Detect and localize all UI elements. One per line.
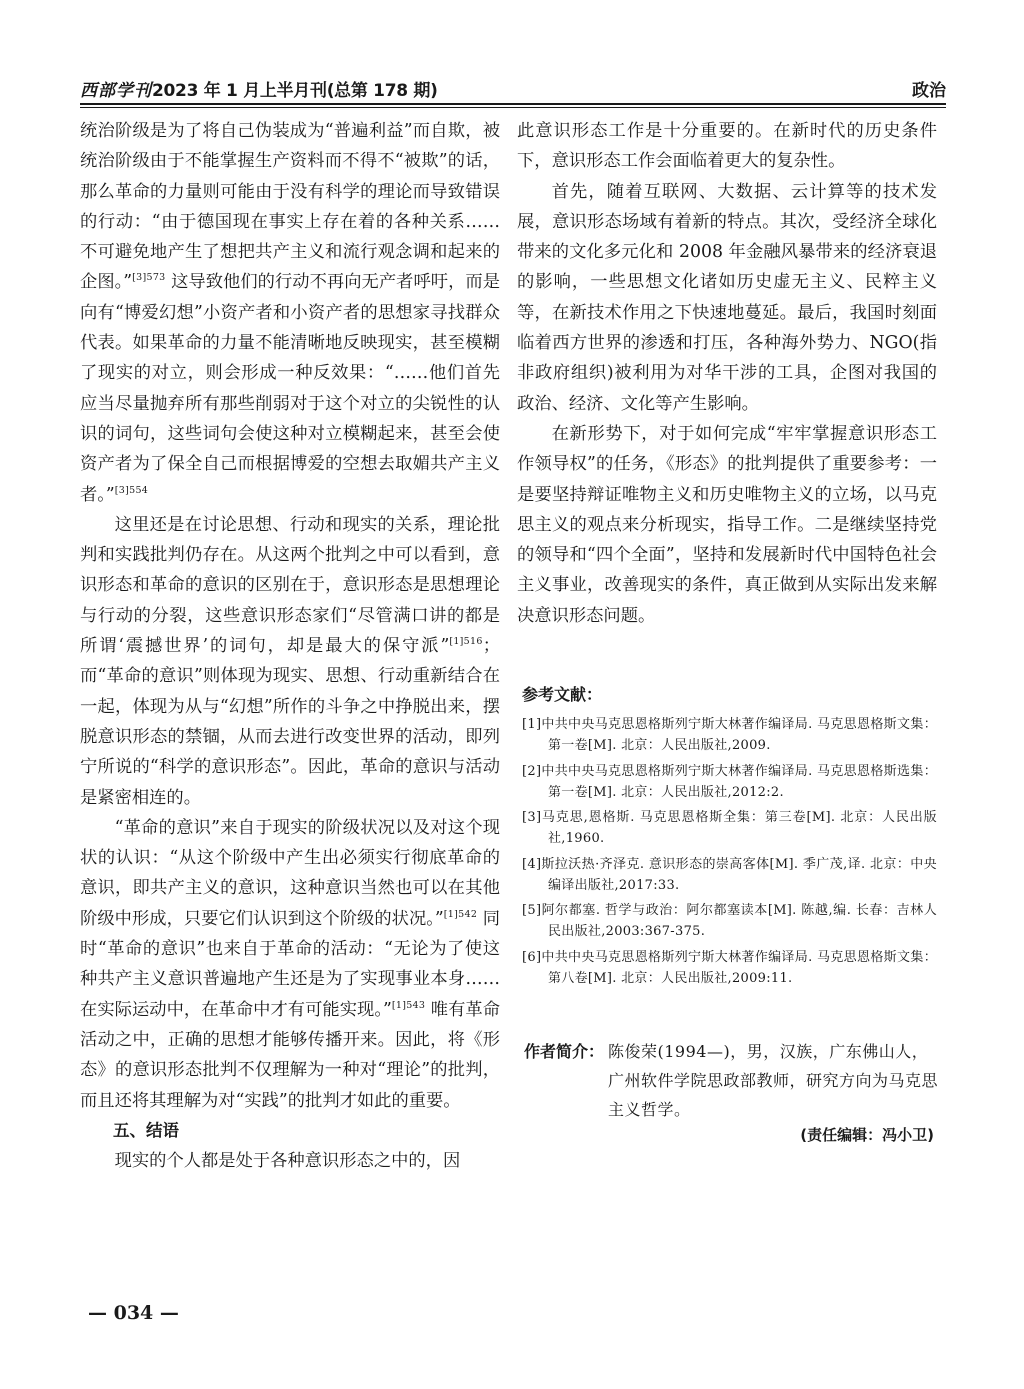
author-label: 作者简介： bbox=[524, 1042, 605, 1061]
paragraph: 首先，随着互联网、大数据、云计算等的技术发展，意识形态场域有着新的特点。其次，受经济全球化带来的文化多元化和 2008 年金融风暴带来的经济衰退的影响，一些思想文化诸如历史虚无主义、民粹主义等，在新技术作用之下快速地蔓延。最后，我国时刻面临着西方世界的渗透和打压，各种海外势力、NGO(指非政府组织)被利用为对华干涉的工具，企图对我国的政治、经济、文化等产生影响。 bbox=[517, 181, 937, 414]
section-heading: 五、结语 bbox=[113, 1120, 179, 1140]
header-rule bbox=[80, 103, 946, 105]
reference-item: [2]中共中央马克思恩格斯列宁斯大林著作编译局. 马克思恩格斯选集：第一卷[M]. 北京：人民出版社,2012:2. bbox=[522, 763, 937, 800]
reference-item: [5]阿尔都塞. 哲学与政治：阿尔都塞读本[M]. 陈越,编. 长春：吉林人民出版社,2003:367-375. bbox=[522, 903, 937, 940]
paragraph: 统治阶级是为了将自己伪装成为“普遍利益”而自欺，被统治阶级由于不能掌握生产资料而不得不“被欺”的话，那么革命的力量则可能由于没有科学的理论而导致错误的行动：“由于德国现在事实上存在着的各种关系……不可避免地产生了想把共产主义和流行观念调和起来的企图。”$^{[3]573}$ 这导致他们的行动不再向无产者呼吁，而是向有“博爱幻想”小资产者和小资产者的思想家寻找群众代表。如果革命的力量不能清晰地反映现实，甚至模糊了现实的对立，则会形成一种反效果：“……他们首先应当尽量抛弃所有那些削弱对于这个对立的尖锐性的认识的词句，这些词句会使这种对立模糊起来，甚至会使资产者为了保全自己而根据博爱的空想去取媚共产主义者。”$^{[3]554}$ bbox=[80, 121, 500, 505]
reference-item: [6]中共中央马克思恩格斯列宁斯大林著作编译局. 马克思恩格斯文集：第八卷[M]. 北京：人民出版社,2009:11. bbox=[522, 949, 937, 986]
paragraph: 在新形势下，对于如何完成“牢牢掌握意识形态工作领导权”的任务，《形态》的批判提供了重要参考：一是要坚持辩证唯物主义和历史唯物主义的立场，以马克思主义的观点来分析现实，指导工作。二是继续坚持党的领导和“四个全面”，坚持和发展新时代中国特色社会主义事业，改善现实的条件，真正做到从实际出发来解决意识形态问题。 bbox=[517, 423, 937, 626]
paragraph: “革命的意识”来自于现实的阶级状况以及对这个现状的认识：“从这个阶级中产生出必须实行彻底革命的意识，即共产主义的意识，这种意识当然也可以在其他阶级中形成，只要它们认识到这个阶级的状况。”$^{[1]542}$ 同时“革命的意识”也来自于革命的活动：“无论为了使这种共产主义意识普遍地产生还是为了实现事业本身……在实际运动中，在革命中才有可能实现。”$^{[1]543}$ 唯有革命活动之中，正确的思想才能够传播开来。因此，将《形态》的意识形态批判不仅理解为一种对“理论”的批判，而且还将其理解为对“实践”的批判才如此的重要。 bbox=[80, 817, 500, 1111]
responsible-editor: (责任编辑：冯小卫) bbox=[800, 1126, 934, 1144]
reference-item: [1]中共中央马克思恩格斯列宁斯大林著作编译局. 马克思恩格斯文集：第一卷[M]. 北京：人民出版社,2009. bbox=[522, 717, 937, 753]
references-heading: 参考文献： bbox=[522, 685, 603, 704]
author-text: 陈俊荣(1994—)，男，汉族，广东佛山人，广州软件学院思政部教师，研究方向为马克思主义哲学。 bbox=[608, 1042, 939, 1119]
paragraph: 现实的个人都是处于各种意识形态之中的，因 bbox=[114, 1151, 461, 1172]
reference-item: [3]马克思,恩格斯. 马克思恩格斯全集：第三卷[M]. 北京：人民出版社,1960. bbox=[522, 810, 937, 847]
journal-issue-info bbox=[80, 76, 438, 101]
author-bio bbox=[524, 1037, 939, 1124]
page-number: — 034 — bbox=[88, 1302, 179, 1324]
right-column bbox=[517, 116, 937, 631]
citation: [1]542 bbox=[443, 908, 478, 920]
left-column bbox=[80, 116, 500, 1176]
citation: [1]516 bbox=[449, 636, 483, 648]
citation: [3]573 bbox=[132, 272, 166, 284]
citation: [3]554 bbox=[114, 484, 149, 496]
issue-label: 2023 年 1 月上半月刊(总第 178 期) bbox=[152, 81, 438, 101]
paragraph: 这里还是在讨论思想、行动和现实的关系，理论批判和实践批判仍存在。从这两个批判之中可以看到，意识形态和革命的意识的区别在于，意识形态是思想理论与行动的分裂，这些意识形态家们“尽管满口讲的都是所谓‘震撼世界’的词句，却是最大的保守派”$^{[1]516}$；而“革命的意识”则体现为现实、思想、行动重新结合在一起，体现为从与“幻想”所作的斗争之中挣脱出来，摆脱意识形态的禁锢，从而去进行改变世界的活动，即列宁所说的“科学的意识形态”。因此，革命的意识与活动是紧密相连的。 bbox=[80, 514, 500, 808]
citation: [1]543 bbox=[391, 999, 426, 1011]
reference-item: [4]斯拉沃热·齐泽克. 意识形态的崇高客体[M]. 季广茂,译. 北京：中央编译出版社,2017:33. bbox=[522, 856, 937, 893]
journal-name: 西部学刊 bbox=[80, 81, 152, 101]
references-list bbox=[522, 714, 937, 994]
page-header bbox=[80, 70, 946, 106]
section-label: 政治 bbox=[912, 81, 946, 101]
header-rule-thin bbox=[80, 107, 946, 108]
paragraph: 此意识形态工作是十分重要的。在新时代的历史条件下，意识形态工作会面临着更大的复杂性。 bbox=[517, 121, 937, 172]
